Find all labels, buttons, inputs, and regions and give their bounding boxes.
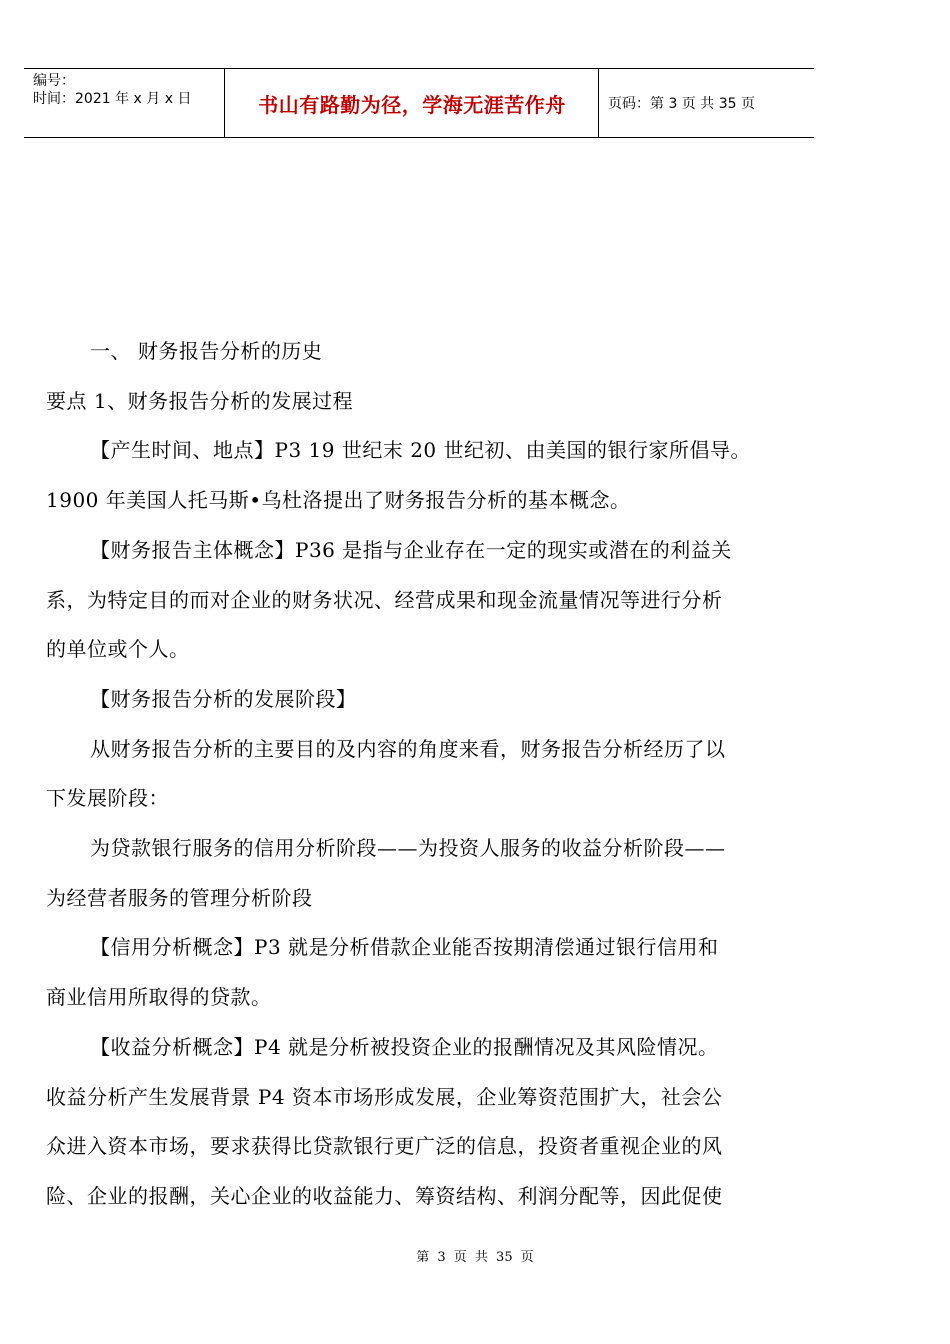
paragraph-line: 为经营者服务的管理分析阶段 [46,885,313,910]
header-page-number: 页码：第 3 页 共 35 页 [608,96,755,112]
footer-page-number: 第 3 页 共 35 页 [416,1250,534,1265]
paragraph-line: 【收益分析概念】P4 就是分析被投资企业的报酬情况及其风险情况。 [90,1034,719,1059]
header-page-cell [599,69,814,137]
header-motto-cell [226,69,599,137]
key-point-heading: 要点 1、财务报告分析的发展过程 [46,388,354,413]
paragraph-line: 为贷款银行服务的信用分析阶段——为投资人服务的收益分析阶段—— [90,836,726,861]
paragraph-line: 商业信用所取得的贷款。 [46,985,272,1010]
paragraph-line: 下发展阶段： [46,786,169,811]
header-motto: 书山有路勤为径，学海无涯苦作舟 [258,92,566,117]
paragraph-line: 的单位或个人。 [46,637,190,662]
paragraph-line: 【产生时间、地点】P3 19 世纪末 20 世纪初、由美国的银行家所倡导。 [90,438,752,463]
paragraph-line: 【信用分析概念】P3 就是分析借款企业能否按期清偿通过银行信用和 [90,935,719,960]
paragraph-line: 系，为特定目的而对企业的财务状况、经营成果和现金流量情况等进行分析 [46,587,723,612]
document-body [46,327,796,1222]
page-header [24,68,814,138]
paragraph-line: 众进入资本市场，要求获得比贷款银行更广泛的信息，投资者重视企业的风 [46,1134,723,1159]
paragraph-line: 1900 年美国人托马斯•乌杜洛提出了财务报告分析的基本概念。 [46,488,631,513]
document-date: 时间：2021 年 x 月 x 日 [33,91,192,107]
paragraph-line: 收益分析产生发展背景 P4 资本市场形成发展，企业筹资范围扩大，社会公 [46,1084,723,1109]
paragraph-line: 【财务报告分析的发展阶段】 [90,686,357,711]
section-heading: 一、 财务报告分析的历史 [90,339,323,363]
header-meta [24,69,225,137]
document-number: 编号： [33,73,75,89]
paragraph-line: 险、企业的报酬，关心企业的收益能力、筹资结构、利润分配等，因此促使 [46,1183,723,1208]
page-footer [0,1246,950,1265]
paragraph-line: 【财务报告主体概念】P36 是指与企业存在一定的现实或潜在的利益关 [90,537,732,562]
paragraph-line: 从财务报告分析的主要目的及内容的角度来看，财务报告分析经历了以 [90,736,726,761]
